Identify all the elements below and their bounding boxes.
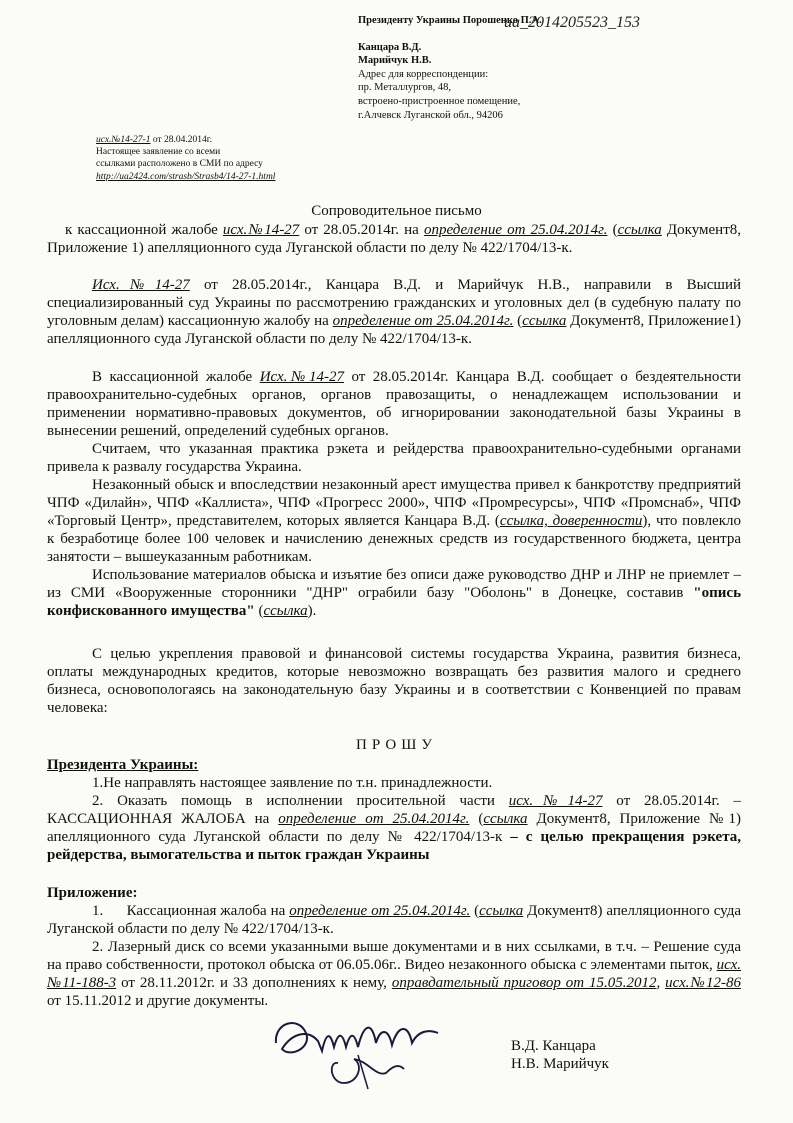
paragraph-text: от 28.05.2014г., Канцара В.Д. и Марийчук Н.В., направили в Высший специализированный суд Украины по рассмотрению гражданских и уголовных дел (в судебную палату по уголовным делам) кассационную жалобу на bbox=[47, 277, 741, 329]
ruling-reference: определение от 25.04.2014г. bbox=[423, 222, 608, 238]
paragraph-text: ). bbox=[307, 603, 317, 619]
letter-title: Сопроводительное письмо bbox=[311, 203, 482, 219]
paragraph-text: Документ8, Приложение1) апелляционного суда Луганской области по делу № 422/1704/13-к. bbox=[47, 313, 741, 347]
reference-line bbox=[96, 134, 336, 146]
complaint-number: Исх.№14-27 bbox=[92, 277, 190, 293]
ruling-reference: определение от 25.04.2014г. bbox=[332, 313, 514, 329]
address-label: Адрес для корреспонденции: bbox=[358, 68, 489, 80]
appendix-text: от 15.11.2012 и другие документы. bbox=[47, 993, 269, 1009]
request-text: Документ8, Приложение №1) апелляционного суда Луганской области по делу № 422/1704/13-к bbox=[47, 811, 742, 845]
sender-2: Марийчук Н.В. bbox=[358, 55, 432, 67]
request-text: 2. Оказать помощь в исполнении просительной части bbox=[92, 793, 509, 809]
paragraph-text: от 28.05.2014г. Канцара В.Д. сообщает о бездеятельности правоохранительно-судебных органов, органов правозащиты, о ненадлежащем использовании и применении нормативно-правовых документов, об игнорировании законодательной базы Украины в вынесении решений, определений судебных органов. bbox=[47, 369, 741, 439]
address-street: пр. Металлургов, 48, bbox=[358, 82, 452, 94]
reference-date: от 28.04.2014г. bbox=[150, 135, 212, 145]
reference-number: исх.№14-27-1 bbox=[96, 135, 151, 145]
requests-block bbox=[47, 756, 741, 864]
purpose-paragraph: С целью укрепления правовой и финансовой системы государства Украина, развития бизнеса, оплаты международных кредитов, которые невозможно возвращать без развития малого и среднего бизнеса, основопологаясь на законодательную базу Украины и в соответствии с Конвенцией по правам человека: bbox=[47, 646, 741, 716]
link-reference[interactable]: ссылка, доверенности bbox=[499, 513, 643, 529]
intro-text: от 28.05.2014г. на bbox=[299, 222, 424, 238]
request-text: от 28.05.2014г. – КАССАЦИОННАЯ ЖАЛОБА на bbox=[47, 793, 741, 827]
intro-text: к кассационной жалобе bbox=[65, 222, 223, 238]
paragraph-text: ), что повлекло к безработице более 100 человек и начислению денежных средств из государственного бюджета, центра занятости – вышеуказанным работникам. bbox=[47, 513, 741, 565]
appendix-text: ( bbox=[470, 903, 480, 919]
bold-quote: "опись конфискованного имущества" bbox=[47, 585, 741, 619]
link-reference[interactable]: ссылка bbox=[617, 222, 662, 238]
request-heading: ПРОШУ bbox=[356, 737, 437, 753]
paragraph-3: Считаем, что указанная практика рэкета и рейдерства правоохранительно-судебными органами привела к развалу государства Украина. bbox=[47, 441, 741, 475]
signatories bbox=[511, 1037, 609, 1073]
sender-1: Канцара В.Д. bbox=[358, 41, 422, 53]
request-bold: – с целью прекращения рэкета, рейдерства, вымогательства и пыток граждан Украины bbox=[47, 829, 741, 863]
address-city: г.Алчевск Луганской обл., 94206 bbox=[358, 109, 503, 121]
link-reference[interactable]: ссылка bbox=[263, 603, 308, 619]
intro-text: ( bbox=[607, 222, 618, 238]
link-reference[interactable]: ссылка bbox=[522, 313, 567, 329]
appendix-text: от 28.11.2012г. и 33 дополнениях к нему, bbox=[116, 975, 392, 991]
paragraph-1 bbox=[47, 276, 741, 348]
paragraph-6 bbox=[47, 645, 741, 717]
appendix-text: 1. Кассационная жалоба на bbox=[92, 903, 290, 919]
address-premises: встроено-пристроенное помещение, bbox=[358, 95, 521, 107]
intro-text: Документ8, Приложение 1) апелляционного суда Луганской области по делу № 422/1704/13-к. bbox=[47, 222, 742, 256]
paragraph-text: ( bbox=[513, 313, 523, 329]
appendix-block bbox=[47, 884, 745, 1010]
paragraph-text: Использование материалов обыска и изъятие без описи даже руководство ДНР и ЛНР не приемлет – из СМИ «Вооруженные сторонники "ДНР" ограбили базу "Оболонь" в Донецке, составив bbox=[47, 567, 741, 601]
ruling-reference: определение от 25.04.2014г. bbox=[278, 811, 470, 827]
paragraph-text: Незаконный обыск и впоследствии незаконный арест имущества привел к банкротству предприятий ЧПФ «Дилайн», ЧПФ «Каллиста», ЧПФ «Прогресс 2000», ЧПФ «Промресурсы», ЧПФ «Промснаб», ЧПФ «Торговый Центр», представителем, которых является Канцара В.Д. ( bbox=[47, 477, 741, 529]
complaint-number: исх.№14-27 bbox=[222, 222, 300, 238]
signatory-2: Н.В. Марийчук bbox=[511, 1056, 609, 1072]
reference-block bbox=[96, 134, 336, 183]
ruling-reference: определение от 25.04.2014г. bbox=[289, 903, 471, 919]
reference-note-1: Настоящее заявление со всеми bbox=[96, 147, 221, 158]
complaint-number: Исх.№14-27 bbox=[259, 369, 344, 385]
document-number: исх.№11-188-3 bbox=[47, 957, 741, 991]
appendix-heading: Приложение: bbox=[47, 885, 138, 901]
appendix-text: , bbox=[656, 975, 666, 991]
recipient: Президенту Украины Порошенко П.А. bbox=[358, 15, 542, 26]
request-text: ( bbox=[469, 811, 484, 827]
appendix-text: 2. Лазерный диск со всеми указанными выше документами и в них ссылками, в т.ч. – Решение суда на право собственности, протокол обыска от 06.05.06г.. Видео незаконного обыска с элементами пыток, bbox=[47, 939, 741, 973]
reference-note-2: ссылками расположено в СМИ по адресу bbox=[96, 159, 263, 170]
link-reference[interactable]: ссылка bbox=[479, 903, 524, 919]
appendix-text: Документ8) апелляционного суда Луганской области по делу № 422/1704/13-к. bbox=[47, 903, 745, 937]
paragraph-text: В кассационной жалобе bbox=[92, 369, 260, 385]
paragraph-text: ( bbox=[254, 603, 264, 619]
reference-url[interactable]: http://ua2424.com/strasb/Strasb4/14-27-1.html bbox=[96, 171, 276, 182]
document-number: исх.№12-86 bbox=[665, 975, 741, 991]
acquittal-reference: оправдательный приговор от 15.05.2012 bbox=[391, 975, 657, 991]
signatory-1: В.Д. Канцара bbox=[511, 1038, 596, 1054]
handwritten-signature bbox=[268, 1003, 448, 1098]
addressee-heading: Президента Украины: bbox=[47, 757, 199, 773]
complaint-number: исх.№14-27 bbox=[508, 793, 603, 809]
body-paragraphs bbox=[47, 368, 741, 620]
request-1: 1.Не направлять настоящее заявление по т.н. принадлежности. bbox=[92, 775, 493, 791]
link-reference[interactable]: ссылка bbox=[483, 811, 528, 827]
document-id-stamp: ua_2014205523_153 bbox=[504, 14, 640, 31]
intro-paragraph bbox=[47, 221, 741, 257]
